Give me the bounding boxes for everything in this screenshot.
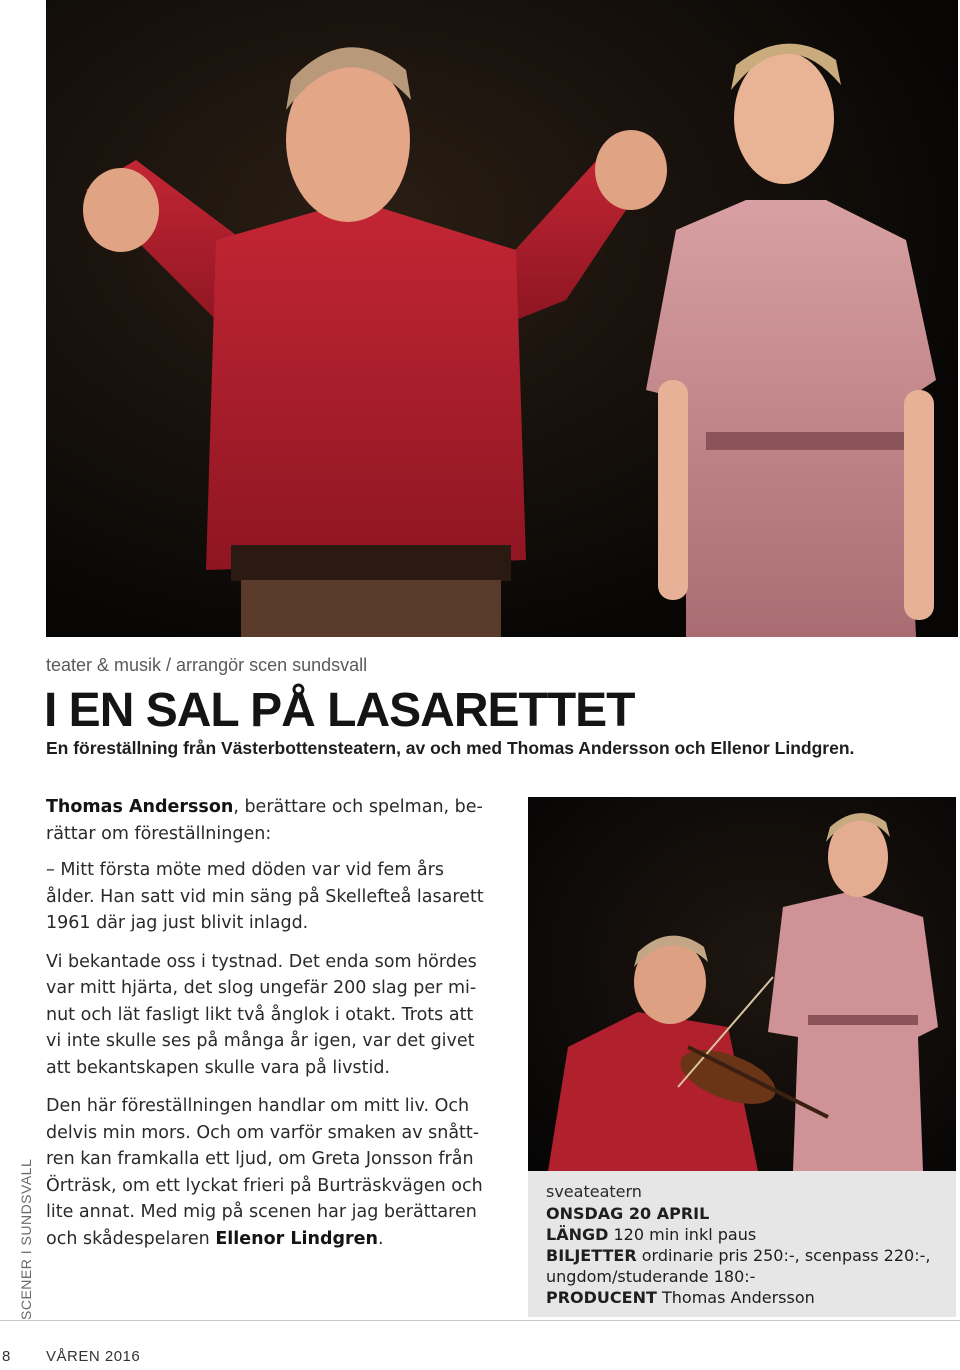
paragraph-3-name: Ellenor Lindgren: [215, 1228, 378, 1249]
intro-text: , berättare och spelman, be-rättar om föreställningen:: [46, 797, 483, 844]
article-subheadline: En föreställning från Västerbottensteatern, av och med Thomas Andersson och Ellenor Lindgren.: [46, 738, 855, 758]
event-date-value: ONSDAG 20 APRIL: [546, 1204, 710, 1223]
paragraph-1: – Mitt första möte med döden var vid fem års ålder. Han satt vid min säng på Skellefteå lasarett 1961 där jag just blivit inlagd.: [46, 860, 484, 933]
event-tickets: [546, 1245, 938, 1287]
inset-photo: [528, 797, 956, 1171]
event-length: [546, 1224, 938, 1245]
paragraph-3-end: .: [378, 1228, 384, 1249]
paragraph-3: [46, 1093, 486, 1252]
venue-name: sveateatern: [546, 1182, 642, 1201]
paragraph-2: Vi bekantade oss i tystnad. Det enda som hördes var mitt hjärta, det slog ungefär 200 slag per mi-nut och lät fasligt likt två ånglok i otakt. Trots att vi inte skulle ses på många år igen, var det givet att bekantskapen skulle vara på livstid.: [46, 951, 477, 1078]
article-body: [46, 794, 486, 1262]
footer-divider: [0, 1320, 960, 1321]
issue-label: VÅREN 2016: [46, 1348, 141, 1365]
page-number: 8: [2, 1348, 11, 1365]
intro-paragraph: [46, 794, 486, 847]
event-producer: [546, 1287, 938, 1308]
intro-name: Thomas Andersson: [46, 797, 234, 817]
producer-label: PRODUCENT: [546, 1288, 657, 1307]
length-label: LÄNGD: [546, 1225, 609, 1244]
tickets-value: ordinarie pris 250:-, scenpass 220:-, ungdom/studerande 180:-: [546, 1246, 931, 1286]
producer-value: Thomas Andersson: [656, 1288, 815, 1307]
length-value: 120 min inkl paus: [608, 1225, 757, 1244]
hero-photo: [46, 0, 958, 637]
tickets-label: BILJETTER: [546, 1246, 637, 1265]
event-info-box: [528, 1171, 956, 1317]
category-label: teater & musik / arrangör scen sundsvall: [46, 655, 368, 675]
paragraph-3-text: Den här föreställningen handlar om mitt liv. Och delvis min mors. Och om varför smaken av snått-ren kan framkalla ett ljud, om Greta Jonsson från Örträsk, om ett lyckat frieri på Burträskvägen och lite annat. Med mig på scenen har jag berättaren och skådespelaren: [46, 1096, 483, 1249]
event-date: [546, 1203, 938, 1224]
section-side-label: [18, 1158, 34, 1320]
section-side-label-text: SCENER I SUNDSVALL: [18, 1158, 34, 1320]
article-headline: I EN SAL PÅ LASARETTET: [44, 684, 635, 737]
